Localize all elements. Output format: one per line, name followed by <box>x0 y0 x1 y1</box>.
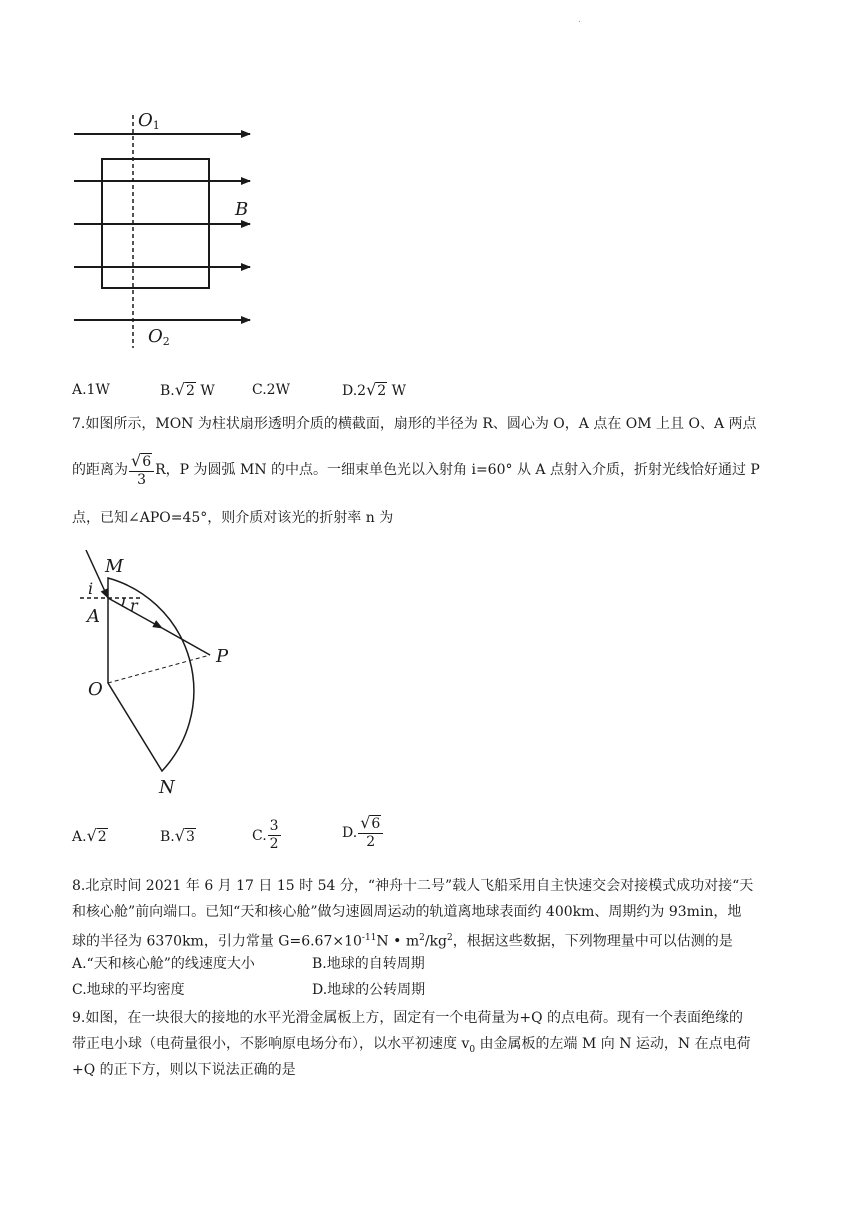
label-i: i <box>88 579 94 598</box>
q8-line-1: 8.北京时间 2021 年 6 月 17 日 15 时 54 分，“神舟十二号”载人飞船采用自主快速交会对接模式成功对接“天 <box>72 878 754 894</box>
q8-option-d: D.地球的公转周期 <box>312 982 426 998</box>
label-p: P <box>216 646 229 667</box>
label-o: O <box>88 679 103 700</box>
radius-op <box>108 655 210 683</box>
sector-outline <box>108 578 194 771</box>
q8-option-c: C.地球的平均密度 <box>72 982 185 998</box>
refracted-ray-tail <box>162 628 210 655</box>
q6-option-b: B.√2 W <box>160 380 215 399</box>
q7-option-a: A.√2 <box>72 826 107 845</box>
page-mark: . <box>578 15 581 25</box>
q7-line-3: 点，已知∠APO=45°，则介质对该光的折射率 n 为 <box>72 510 394 526</box>
q7-distance-fraction: $\frac{√6}{3}$ <box>129 452 154 489</box>
label-o2: O2 <box>148 326 170 348</box>
q9-line-1: 9.如图，在一块很大的接地的水平光滑金属板上方，固定有一个电荷量为+Q 的点电荷。现有一个表面绝缘的 <box>72 1010 744 1026</box>
label-a: A <box>87 606 100 627</box>
label-n: N <box>159 777 175 798</box>
label-o1: O1 <box>138 110 160 132</box>
q9-line-3: +Q 的正下方，则以下说法正确的是 <box>72 1062 296 1078</box>
q7-line-1: 7.如图所示，MON 为柱状扇形透明介质的横截面，扇形的半径为 R、圆心为 O，A 点在 OM 上且 O、A 两点 <box>72 416 757 432</box>
figure-magnetic-field-loop <box>60 100 280 360</box>
q7-option-d: D. $\frac{√6}{2}$ <box>342 814 384 851</box>
label-m: M <box>105 556 124 577</box>
q7-option-c: C. $\frac{3}{2}$ <box>252 818 279 852</box>
q8-option-a: A.“天和核心舱”的线速度大小 <box>72 956 255 972</box>
q9-line-2: 带正电小球（电荷量很小，不影响原电场分布），以水平初速度 $v_0$ 由金属板的左端 M 向 N 运动，N 在点电荷 <box>72 1036 751 1055</box>
q6-option-c: C.2W <box>252 382 290 398</box>
q6-option-d: D.2√2 W <box>342 380 407 399</box>
q8-option-b: B.地球的自转周期 <box>312 956 425 972</box>
q7-line-2: 的距离为 $\frac{√6}{3}$ R，P 为圆弧 MN 的中点。一细束单色光以入射角 i=60° 从 A 点射入介质，折射光线恰好通过 P <box>72 450 760 488</box>
figure-sector-mon <box>70 540 250 805</box>
label-b: B <box>235 199 249 220</box>
label-r: r <box>130 596 138 615</box>
q7-option-b: B.√3 <box>160 826 195 845</box>
q6-option-a: A.1W <box>72 382 110 398</box>
q8-line-3: 球的半径为 6370km，引力常量 $G=6.67\times 10^{-11}N$ • $m^2/kg^2$，根据这些数据，下列物理量中可以估测的是 <box>72 933 733 950</box>
angle-r-arc <box>122 598 124 606</box>
q8-line-2: 和核心舱”前向端口。已知“天和核心舱”做匀速圆周运动的轨道离地球表面约 400km、周期约为 93min，地 <box>72 904 742 920</box>
